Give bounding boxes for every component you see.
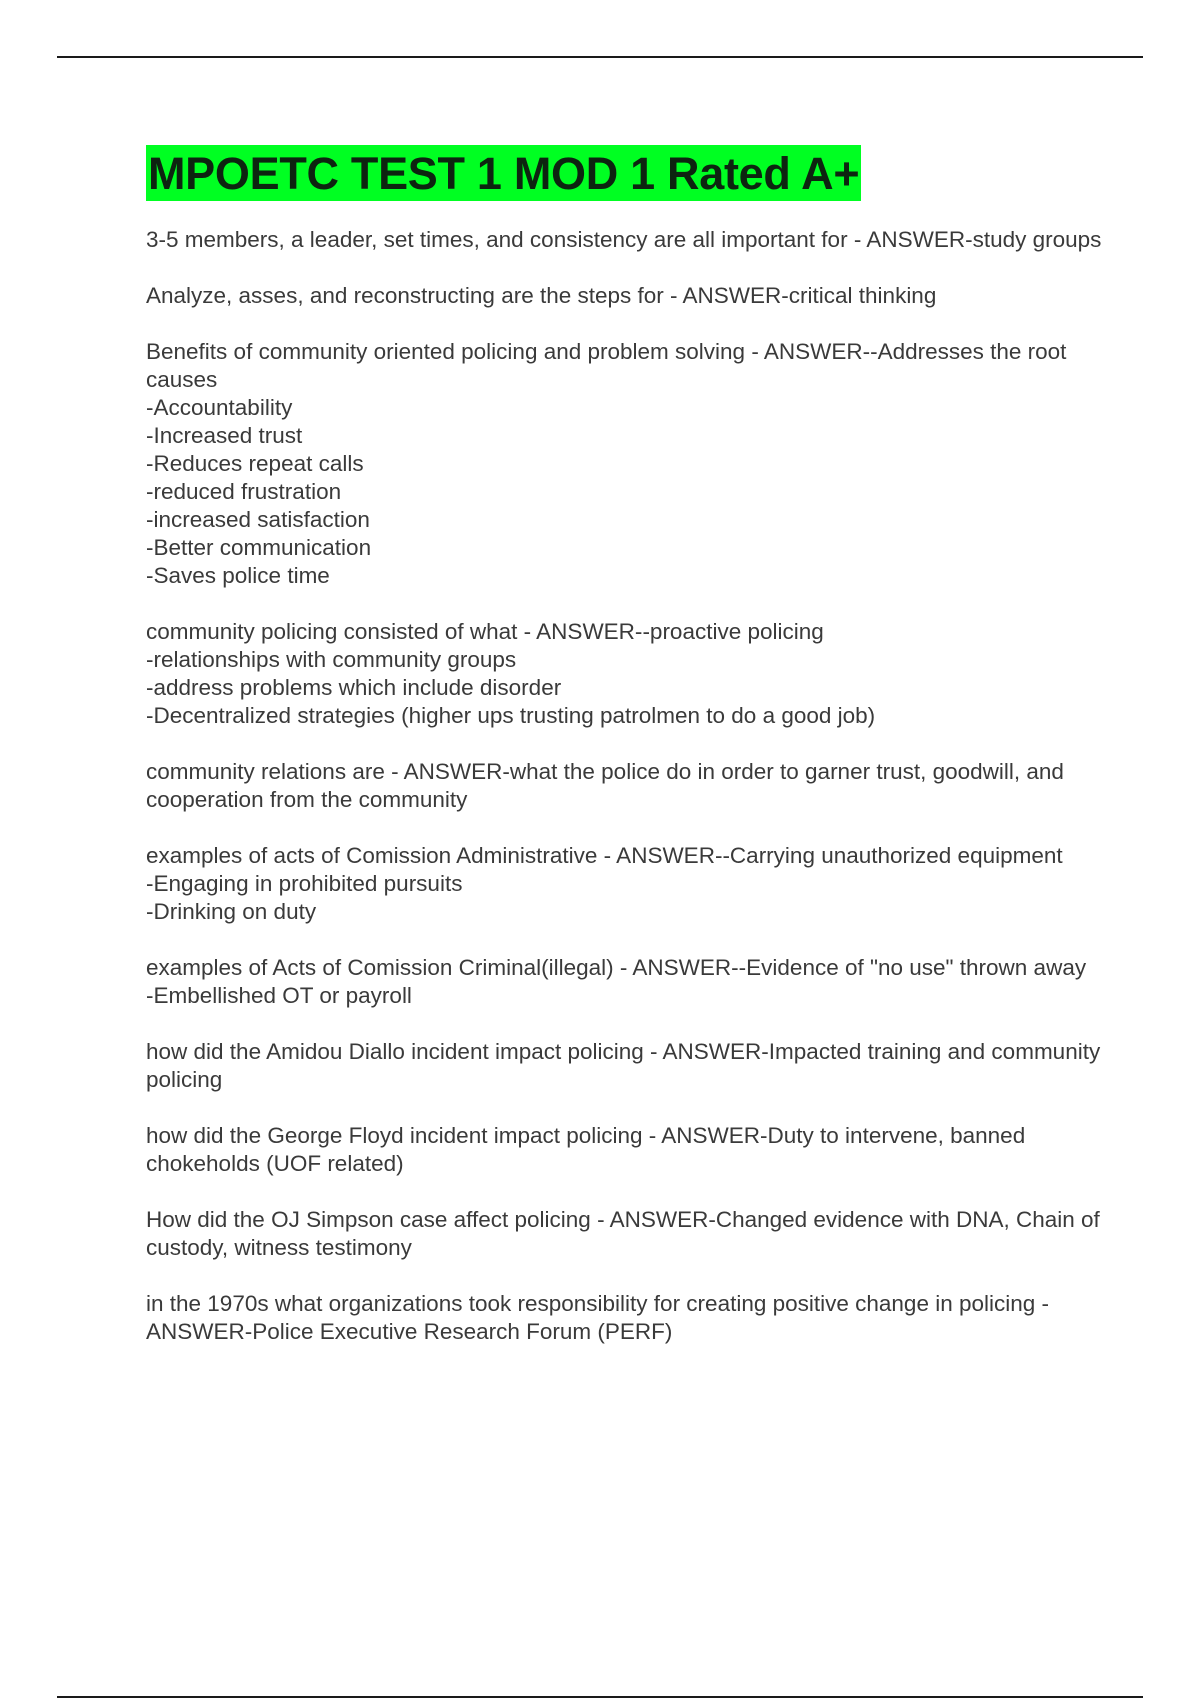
qa-item xyxy=(146,618,1106,730)
question-text: how did the Amidou Diallo incident impact policing - ANSWER- xyxy=(146,1039,769,1064)
question-text: 3-5 members, a leader, set times, and consistency are all important for - ANSWER- xyxy=(146,227,973,252)
answer-text: -Addresses the root causes -Accountability -Increased trust -Reduces repeat calls -reduced frustration -increased satisfaction -Better communication -Saves police time xyxy=(146,339,1067,588)
qa-item xyxy=(146,282,1106,310)
document-body xyxy=(146,145,1106,1374)
question-text: Analyze, asses, and reconstructing are the steps for - ANSWER- xyxy=(146,283,789,308)
question-text: How did the OJ Simpson case affect policing - ANSWER- xyxy=(146,1207,716,1232)
answer-text: study groups xyxy=(972,227,1102,252)
answer-text: Impacted training and community policing xyxy=(146,1039,1107,1092)
question-text: community policing consisted of what - ANSWER- xyxy=(146,619,643,644)
qa-item xyxy=(146,1206,1106,1262)
answer-text: -proactive policing -relationships with community groups -address problems which include disorder -Decentralized strategies (higher ups trusting patrolmen to do a good job) xyxy=(146,619,876,728)
top-rule xyxy=(57,56,1143,58)
answer-text: Changed evidence with DNA, Chain of custody, witness testimony xyxy=(146,1207,1107,1260)
answer-text: Duty to intervene, banned chokeholds (UOF related) xyxy=(146,1123,1032,1176)
answer-text: -Evidence of "no use" thrown away -Embellished OT or payroll xyxy=(146,955,1087,1008)
question-text: Benefits of community oriented policing and problem solving - ANSWER- xyxy=(146,339,871,364)
qa-item xyxy=(146,226,1106,254)
question-text: community relations are - ANSWER- xyxy=(146,759,510,784)
question-text: examples of acts of Comission Administrative - ANSWER- xyxy=(146,843,723,868)
document-title: MPOETC TEST 1 MOD 1 Rated A+ xyxy=(146,145,861,201)
qa-item xyxy=(146,338,1106,590)
question-text: examples of Acts of Comission Criminal(illegal) - ANSWER- xyxy=(146,955,739,980)
qa-item xyxy=(146,1038,1106,1094)
bottom-rule xyxy=(57,1696,1143,1698)
question-text: in the 1970s what organizations took responsibility for creating positive change in policing - ANSWER- xyxy=(146,1291,1055,1344)
answer-text: critical thinking xyxy=(788,283,937,308)
qa-item xyxy=(146,842,1106,926)
answer-text: -Carrying unauthorized equipment -Engaging in prohibited pursuits -Drinking on duty xyxy=(146,843,1063,924)
qa-item xyxy=(146,1290,1106,1346)
qa-list xyxy=(146,226,1106,1346)
question-text: how did the George Floyd incident impact policing - ANSWER- xyxy=(146,1123,768,1148)
qa-item xyxy=(146,758,1106,814)
qa-item xyxy=(146,1122,1106,1178)
qa-item xyxy=(146,954,1106,1010)
answer-text: what the police do in order to garner trust, goodwill, and cooperation from the community xyxy=(146,759,1071,812)
answer-text: Police Executive Research Forum (PERF) xyxy=(252,1319,673,1344)
